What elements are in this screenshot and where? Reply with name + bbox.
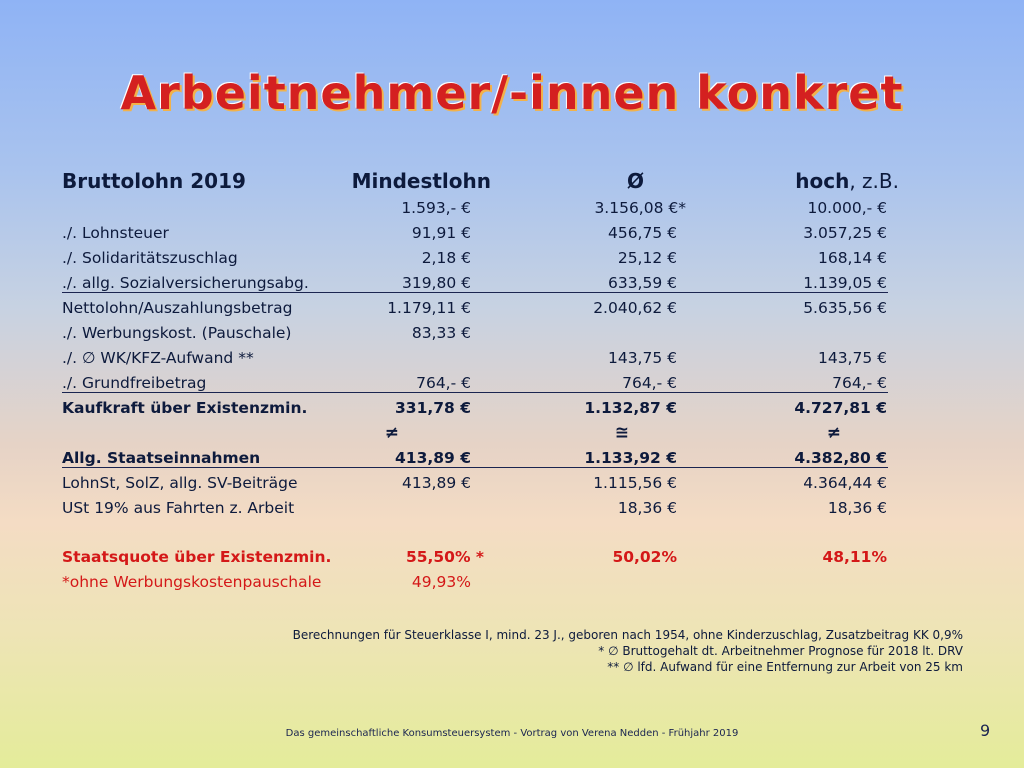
row-value-hoch: 48,11% — [822, 548, 887, 566]
row-value-hoch: 4.727,81 € — [794, 399, 887, 417]
row-value-average: 143,75 € — [607, 349, 677, 367]
table-row-nettolohn — [0, 297, 1024, 319]
row-label: ./. Werbungskost. (Pauschale) — [62, 324, 292, 342]
row-value-average: 1.115,56 € — [593, 474, 677, 492]
row-label: ./. ∅ WK/KFZ-Aufwand ** — [62, 349, 254, 367]
table-row-brutto — [0, 197, 1024, 219]
row-value-hoch: 10.000,- € — [807, 199, 887, 217]
row-value-hoch: 168,14 € — [817, 249, 887, 267]
divider-line — [62, 292, 888, 293]
table-row-kfz-aufwand — [0, 347, 1024, 369]
row-value-mindestlohn: 1.179,11 € — [387, 299, 471, 317]
row-label: Allg. Staatseinnahmen — [62, 449, 261, 467]
row-value-average: 2.040,62 € — [593, 299, 677, 317]
not-equal-symbol: ≠ — [384, 423, 399, 443]
table-row-grundfreibetrag — [0, 372, 1024, 394]
slide-footer: Das gemeinschaftliche Konsumsteuersystem - Vortrag von Verena Nedden - Frühjahr 2019 — [285, 728, 739, 739]
row-value-hoch: 18,36 € — [827, 499, 887, 517]
header-mindestlohn: Mindestlohn — [351, 169, 491, 193]
row-value-mindestlohn: 1.593,- € — [401, 199, 471, 217]
row-value-hoch: 143,75 € — [817, 349, 887, 367]
row-value-hoch: 1.139,05 € — [803, 274, 887, 292]
row-value-hoch: 3.057,25 € — [803, 224, 887, 242]
table-row-sv-beitraege — [0, 472, 1024, 494]
row-value-hoch: 5.635,56 € — [803, 299, 887, 317]
slide-title: Arbeitnehmer/-innen konkret — [120, 66, 904, 120]
divider-line — [62, 392, 888, 393]
row-label: Staatsquote über Existenzmin. — [62, 548, 332, 566]
table-row-sozialversicherung — [0, 272, 1024, 294]
row-value-average: 633,59 € — [607, 274, 677, 292]
header-hoch-bold: hoch — [795, 169, 850, 193]
header-hoch — [795, 168, 899, 194]
row-value-hoch: 764,- € — [832, 374, 887, 392]
row-label: *ohne Werbungskostenpauschale — [62, 573, 322, 591]
row-label: LohnSt, SolZ, allg. SV-Beiträge — [62, 474, 298, 492]
row-value-mindestlohn: 91,91 € — [411, 224, 471, 242]
row-value-average: 764,- € — [622, 374, 677, 392]
row-value-mindestlohn: 413,89 € — [395, 449, 471, 467]
row-value-hoch: 4.364,44 € — [803, 474, 887, 492]
row-label: USt 19% aus Fahrten z. Arbeit — [62, 499, 295, 517]
table-row-werbungskosten — [0, 322, 1024, 344]
row-value-average: 3.156,08 €* — [594, 199, 686, 217]
row-value-mindestlohn: 49,93% — [411, 573, 471, 591]
footnote-commute: ** ∅ lfd. Aufwand für eine Entfernung zur Arbeit von 25 km — [607, 660, 963, 674]
row-label: ./. allg. Sozialversicherungsabg. — [62, 274, 309, 292]
row-value-average: 25,12 € — [617, 249, 677, 267]
header-label: Bruttolohn 2019 — [62, 169, 246, 193]
row-label: ./. Grundfreibetrag — [62, 374, 207, 392]
row-value-hoch: 4.382,80 € — [794, 449, 887, 467]
approx-equal-symbol: ≅ — [614, 423, 629, 443]
table-row-staatsquote — [0, 546, 1024, 568]
row-value-average: 1.133,92 € — [584, 449, 677, 467]
row-value-mindestlohn: 55,50% * — [405, 548, 484, 566]
row-value-mindestlohn: 2,18 € — [421, 249, 471, 267]
table-row-ust — [0, 497, 1024, 519]
row-label: ./. Solidaritätszuschlag — [62, 249, 238, 267]
table-row-ohne-werbungskosten — [0, 571, 1024, 593]
row-label: Kaufkraft über Existenzmin. — [62, 399, 308, 417]
row-value-mindestlohn: 413,89 € — [401, 474, 471, 492]
header-hoch-rest: , z.B. — [849, 169, 899, 193]
row-value-mindestlohn: 331,78 € — [395, 399, 471, 417]
footnote-calculation: Berechnungen für Steuerklasse I, mind. 23 J., geboren nach 1954, ohne Kinderzuschlag, Zusatzbeitrag KK 0,9% — [292, 628, 963, 642]
table-header — [0, 168, 1024, 194]
table-row-soli — [0, 247, 1024, 269]
row-value-mindestlohn: 319,80 € — [401, 274, 471, 292]
row-value-average: 1.132,87 € — [584, 399, 677, 417]
page-number: 9 — [980, 721, 991, 740]
row-value-mindestlohn: 764,- € — [416, 374, 471, 392]
table-row-comparison-symbols — [0, 422, 1024, 444]
row-value-average: 18,36 € — [617, 499, 677, 517]
table-row-staatseinnahmen — [0, 447, 1024, 469]
table-row-lohnsteuer — [0, 222, 1024, 244]
footnote-average: * ∅ Bruttogehalt dt. Arbeitnehmer Prognose für 2018 lt. DRV — [598, 644, 963, 658]
header-average: Ø — [626, 169, 644, 193]
table-row-kaufkraft — [0, 397, 1024, 419]
row-label: Nettolohn/Auszahlungsbetrag — [62, 299, 293, 317]
row-label: ./. Lohnsteuer — [62, 224, 169, 242]
divider-line — [62, 467, 888, 468]
row-value-average: 456,75 € — [607, 224, 677, 242]
row-value-average: 50,02% — [612, 548, 677, 566]
row-value-mindestlohn: 83,33 € — [411, 324, 471, 342]
not-equal-symbol: ≠ — [826, 423, 841, 443]
